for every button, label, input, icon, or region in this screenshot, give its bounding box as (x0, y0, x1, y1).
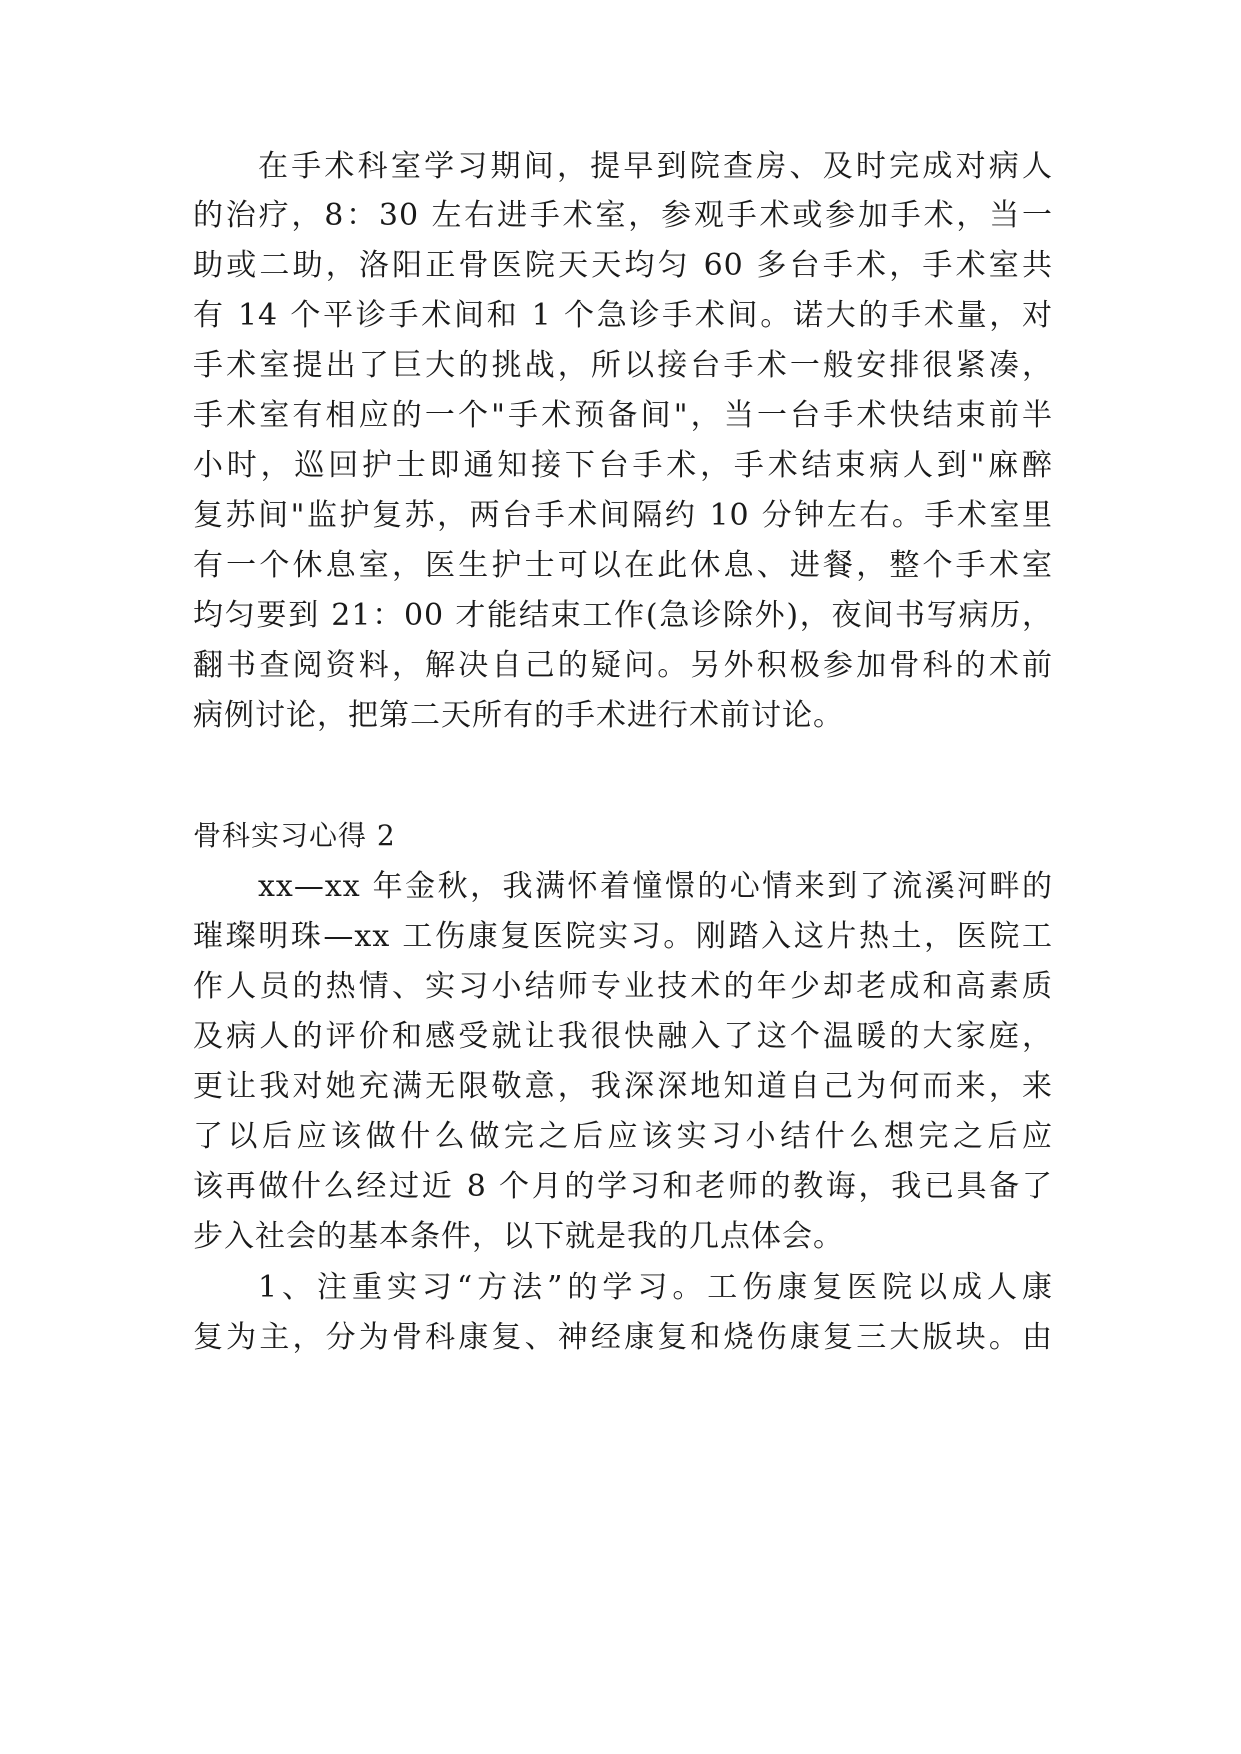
paragraph-line: 更让我对她充满无限敬意，我深深地知道自己为何而来，来 (193, 1069, 1053, 1104)
paragraph-line: 均匀要到 21：00 才能结束工作(急诊除外)，夜间书写病历， (193, 598, 1053, 633)
paragraph-line: 小时，巡回护士即通知接下台手术，手术结束病人到"麻醉 (193, 448, 1053, 483)
paragraph-line: 复为主，分为骨科康复、神经康复和烧伤康复三大版块。由 (193, 1320, 1053, 1355)
paragraph-line: 手术室有相应的一个"手术预备间"，当一台手术快结束前半 (193, 398, 1053, 433)
paragraph-line: 了以后应该做什么做完之后应该实习小结什么想完之后应 (193, 1119, 1053, 1154)
paragraph-line: 该再做什么经过近 8 个月的学习和老师的教诲，我已具备了 (193, 1169, 1053, 1204)
paragraph-line: 作人员的热情、实习小结师专业技术的年少却老成和高素质 (193, 969, 1053, 1004)
paragraph-line: 1、注重实习“方法”的学习。工伤康复医院以成人康 (258, 1270, 1053, 1305)
paragraph-line: 在手术科室学习期间，提早到院查房、及时完成对病人 (258, 149, 1053, 184)
paragraph-line: 步入社会的基本条件，以下就是我的几点体会。 (193, 1219, 844, 1254)
paragraph-line: 有一个休息室，医生护士可以在此休息、进餐，整个手术室 (193, 548, 1053, 583)
section-heading: 骨科实习心得 2 (193, 819, 396, 852)
paragraph-line: 病例讨论，把第二天所有的手术进行术前讨论。 (193, 698, 844, 733)
paragraph-line: 复苏间"监护复苏，两台手术间隔约 10 分钟左右。手术室里 (193, 498, 1053, 533)
paragraph-line: xx—xx 年金秋，我满怀着憧憬的心情来到了流溪河畔的 (258, 869, 1053, 904)
paragraph-line: 翻书查阅资料，解决自己的疑问。另外积极参加骨科的术前 (193, 648, 1053, 683)
paragraph-line: 有 14 个平诊手术间和 1 个急诊手术间。诺大的手术量，对 (193, 298, 1053, 333)
paragraph-line: 璀璨明珠—xx 工伤康复医院实习。刚踏入这片热土，医院工 (193, 919, 1053, 954)
paragraph-line: 手术室提出了巨大的挑战，所以接台手术一般安排很紧凑， (193, 348, 1053, 383)
paragraph-line: 的治疗，8：30 左右进手术室，参观手术或参加手术，当一 (193, 198, 1053, 233)
paragraph-line: 及病人的评价和感受就让我很快融入了这个温暖的大家庭， (193, 1019, 1053, 1054)
paragraph-line: 助或二助，洛阳正骨医院天天均匀 60 多台手术，手术室共 (193, 248, 1053, 283)
